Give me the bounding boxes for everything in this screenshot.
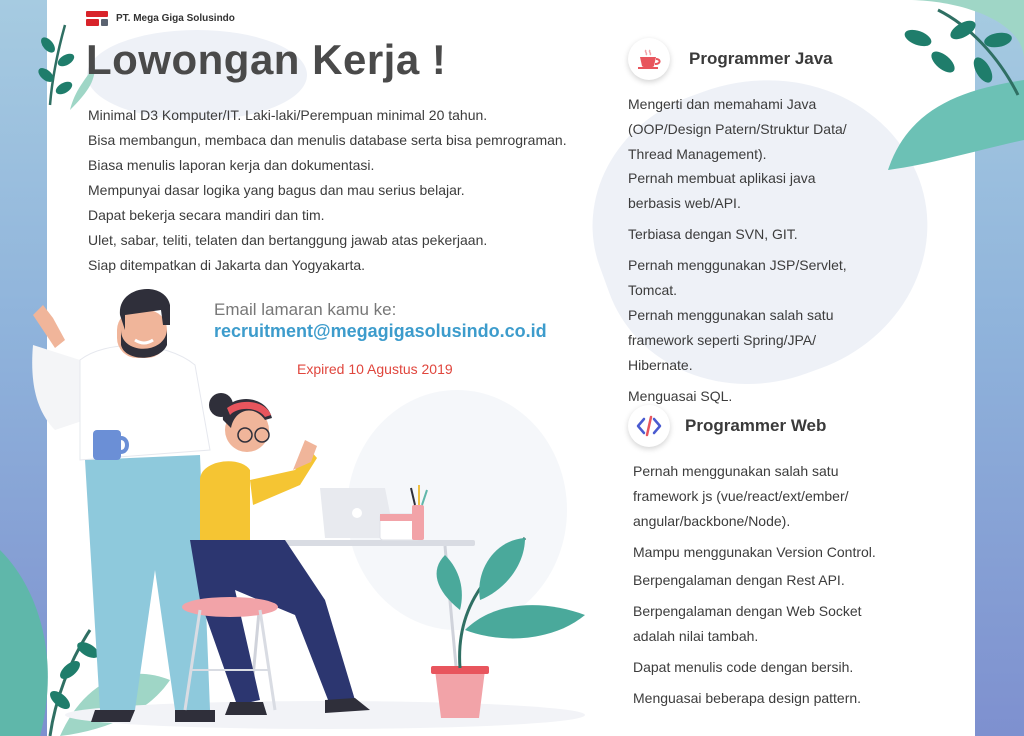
java-section-title: Programmer Java — [689, 49, 833, 68]
requirement-item: Bisa membangun, membaca dan menulis database serta bisa pemrograman. — [88, 132, 567, 148]
coffee-cup-icon — [628, 38, 670, 80]
web-requirement-item: Mampu menggunakan Version Control. — [633, 544, 876, 560]
requirement-item: Ulet, sabar, teliti, telaten dan bertanggung jawab atas pekerjaan. — [88, 232, 488, 248]
email-label: Email lamaran kamu ke: — [214, 300, 397, 319]
web-requirement-item: Menguasai beberapa design pattern. — [633, 690, 862, 706]
web-requirements-list — [633, 459, 895, 711]
java-requirement-item: Mengerti dan memahami Java (OOP/Design Patern/Struktur Data/ Thread Management). — [628, 96, 847, 162]
web-requirement-item: Berpengalaman dengan Web Socket adalah nilai tambah. — [633, 603, 862, 644]
page-title: Lowongan Kerja ! — [86, 36, 447, 83]
requirement-item: Mempunyai dasar logika yang bagus dan mau serius belajar. — [88, 182, 465, 198]
java-requirements-list — [628, 92, 878, 409]
requirement-item: Biasa menulis laporan kerja dan dokumentasi. — [88, 157, 375, 173]
web-requirement-item: Pernah menggunakan salah satu framework js (vue/react/ext/ember/ angular/backbone/Node). — [633, 463, 849, 529]
java-requirement-item: Menguasai SQL. — [628, 388, 733, 404]
web-section-title: Programmer Web — [685, 416, 827, 435]
requirement-item: Dapat bekerja secara mandiri dan tim. — [88, 207, 325, 223]
java-requirement-item: Pernah menggunakan JSP/Servlet, Tomcat. — [628, 257, 847, 298]
java-requirement-item: Terbiasa dengan SVN, GIT. — [628, 226, 798, 242]
java-requirement-item: Pernah menggunakan salah satu framework seperti Spring/JPA/ Hibernate. — [628, 307, 834, 373]
email-link[interactable]: recruitment@megagigasolusindo.co.id — [214, 321, 547, 341]
requirement-item: Siap ditempatkan di Jakarta dan Yogyakarta. — [88, 257, 366, 273]
company-name: PT. Mega Giga Solusindo — [116, 13, 235, 24]
web-requirement-item: Dapat menulis code dengan bersih. — [633, 659, 854, 675]
company-logo-icon — [86, 11, 108, 26]
code-brackets-icon — [628, 405, 670, 447]
java-requirement-item: Pernah membuat aplikasi java berbasis web/API. — [628, 170, 816, 211]
expired-notice: Expired 10 Agustus 2019 — [297, 361, 453, 377]
company-logo — [86, 11, 235, 26]
web-requirement-item: Berpengalaman dengan Rest API. — [633, 572, 845, 588]
requirement-item: Minimal D3 Komputer/IT. Laki-laki/Perempuan minimal 20 tahun. — [88, 107, 488, 123]
requirements-list — [88, 103, 567, 278]
